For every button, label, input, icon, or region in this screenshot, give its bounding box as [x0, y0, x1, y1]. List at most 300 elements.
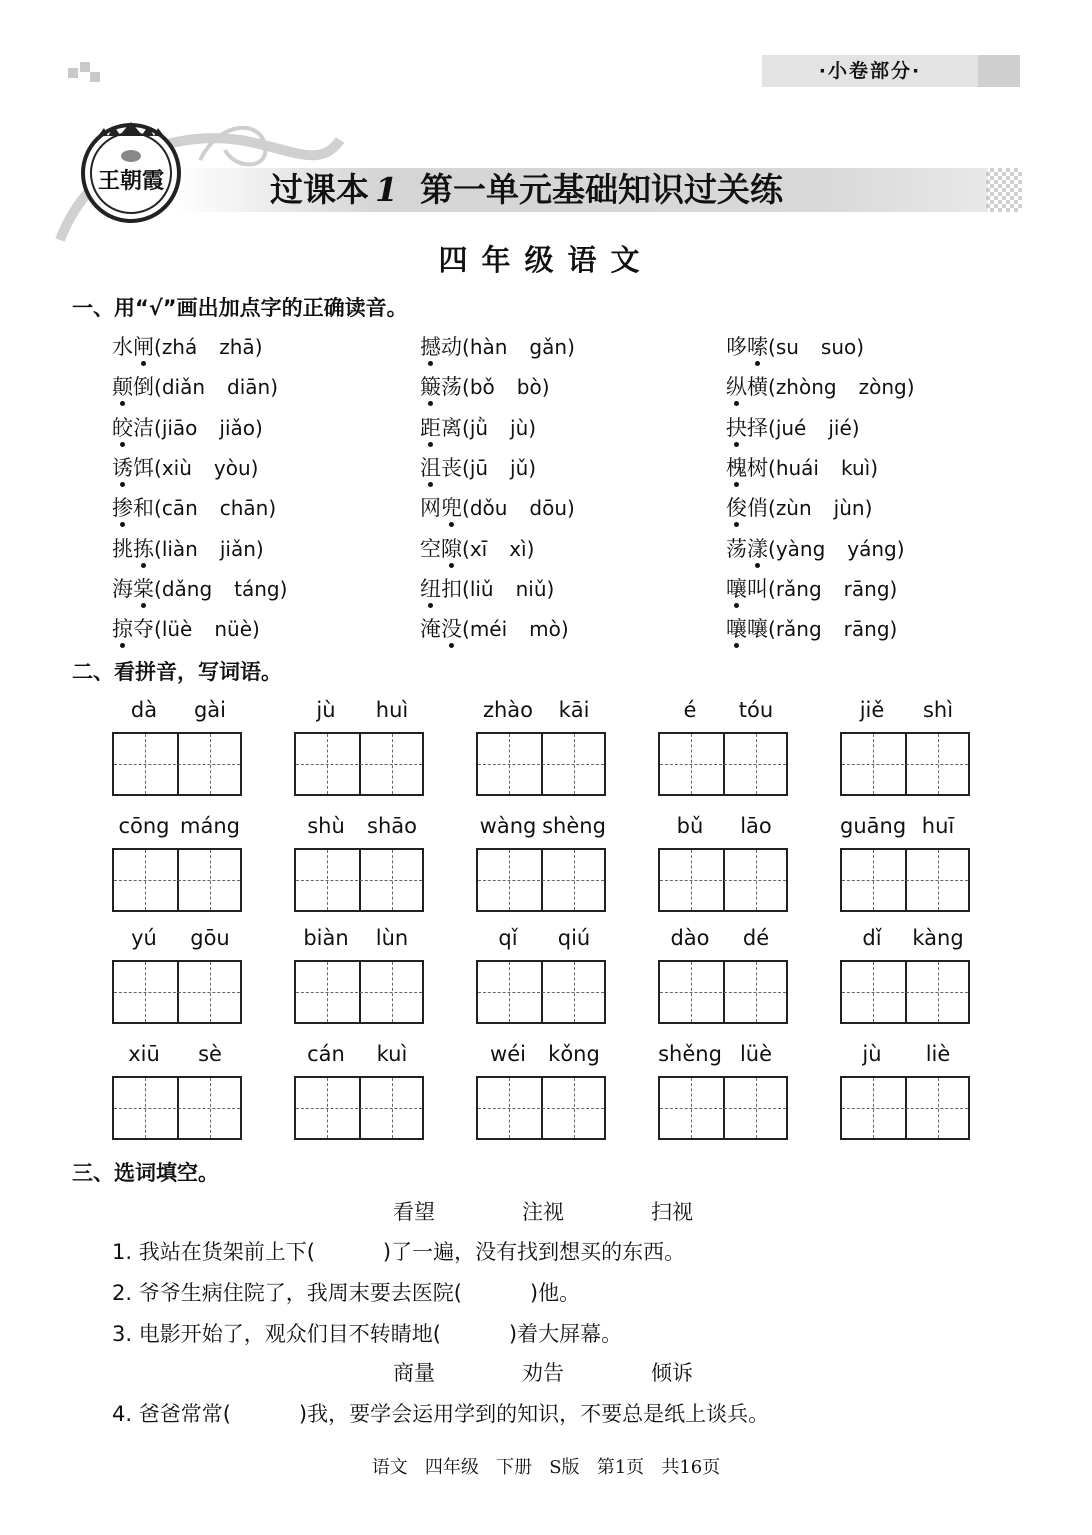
- choice-word: 商量: [393, 1361, 435, 1385]
- pinyin-syllable: shāo: [367, 814, 417, 838]
- pinyin-options: [462, 456, 536, 480]
- pronunciation-item: [420, 574, 554, 604]
- pinyin-option-b[interactable]: jù: [510, 415, 529, 440]
- pinyin-syllable: huì: [375, 698, 409, 722]
- writing-grid[interactable]: [476, 848, 606, 912]
- pronunciation-item: [726, 534, 905, 564]
- pinyin-option-a[interactable]: liàn: [161, 536, 198, 561]
- pinyin-option-b[interactable]: jiǎn: [219, 536, 256, 561]
- grid-line: [145, 850, 146, 910]
- paren: ): [560, 617, 569, 642]
- section-tag-end: [978, 55, 1020, 87]
- word-char: 荡: [726, 536, 747, 561]
- pinyin-syllable: biàn: [303, 926, 349, 950]
- pronunciation-item: [420, 493, 575, 523]
- pinyin-option-b[interactable]: bò: [516, 375, 542, 400]
- grid-line: [478, 992, 604, 993]
- word-char: 海: [112, 576, 133, 601]
- sentence-text: )着大屏幕。: [508, 1322, 623, 1346]
- word-char: 洁: [133, 415, 154, 440]
- pinyin-option-a[interactable]: méi: [469, 617, 508, 642]
- sentence-2: [112, 1277, 580, 1307]
- pinyin-syllable: lüè: [739, 1042, 773, 1066]
- pinyin-options: [154, 537, 264, 561]
- pronunciation-item: [726, 574, 897, 604]
- pinyin-syllable: gài: [193, 698, 227, 722]
- pronunciation-item: [420, 614, 569, 644]
- pinyin-option-a[interactable]: dǎng: [161, 576, 213, 601]
- emphasis-dot: [141, 361, 146, 366]
- grid-line: [509, 850, 510, 910]
- grid-line: [756, 1078, 757, 1138]
- grid-line: [691, 962, 692, 1022]
- word-char: 皎: [112, 413, 133, 443]
- sentence-text: 1. 我站在货架前上下(: [112, 1240, 315, 1264]
- paren: ): [870, 455, 878, 480]
- word-char: 俊: [726, 493, 747, 523]
- grid-line: [296, 764, 422, 765]
- pinyin-options: [154, 416, 263, 440]
- word-char: 丧: [441, 455, 462, 480]
- word-char: 距: [420, 413, 441, 443]
- grid-line: [938, 962, 939, 1022]
- paren: (: [154, 617, 162, 642]
- grid-line: [478, 880, 604, 881]
- pinyin-options: [768, 335, 864, 359]
- paren: (: [768, 335, 776, 359]
- paren: (: [154, 335, 162, 359]
- pinyin-option-b[interactable]: jǔ: [510, 455, 529, 480]
- paren: ): [255, 415, 263, 440]
- page-title: [270, 166, 783, 214]
- section3-heading: 三、选词填空。: [72, 1161, 219, 1185]
- choice-word: 扫视: [651, 1200, 693, 1224]
- word-char: 俏: [747, 496, 768, 521]
- publisher-logo: [78, 118, 184, 224]
- word-char: 掠: [112, 614, 133, 644]
- paren: (: [462, 335, 470, 359]
- pinyin-syllable: wàng: [479, 814, 537, 838]
- pinyin-options: [462, 335, 575, 359]
- pinyin-syllable: shèng: [542, 814, 606, 838]
- pinyin-option-a[interactable]: dǒu: [469, 496, 508, 521]
- paren: (: [768, 496, 776, 521]
- writing-grid[interactable]: [112, 960, 242, 1024]
- paren: (: [462, 536, 470, 561]
- writing-grid[interactable]: [476, 960, 606, 1024]
- grid-line: [114, 880, 240, 881]
- grid-line: [210, 962, 211, 1022]
- pinyin-option-b[interactable]: xì: [509, 536, 527, 561]
- grid-line: [691, 734, 692, 794]
- pinyin-syllable: shù: [307, 814, 345, 838]
- pinyin-option-a[interactable]: bǒ: [469, 375, 495, 400]
- pronunciation-item: [420, 534, 534, 564]
- pinyin-option-a[interactable]: zùn: [775, 496, 812, 521]
- page-footer: 语文 四年级 下册 S版 第1页 共16页: [371, 1457, 721, 1478]
- paren: (: [768, 375, 776, 400]
- writing-grid[interactable]: [658, 732, 788, 796]
- paren: (: [768, 617, 776, 642]
- writing-grid[interactable]: [840, 960, 970, 1024]
- writing-grid[interactable]: [112, 1076, 242, 1140]
- pinyin-options: [154, 456, 258, 480]
- grid-line: [145, 1078, 146, 1138]
- pinyin-option-b[interactable]: mò: [529, 617, 561, 642]
- word-char: 纽: [420, 574, 441, 604]
- grid-line: [114, 764, 240, 765]
- emphasis-dot: [120, 442, 125, 447]
- pinyin-option-b[interactable]: suo: [820, 335, 857, 359]
- title-prefix: 过课本: [270, 170, 369, 209]
- pinyin-options: [462, 416, 536, 440]
- pinyin-options: [154, 617, 260, 641]
- pronunciation-item: [112, 332, 263, 362]
- sentence-text: )我，要学会运用学到的知识，不要总是纸上谈兵。: [298, 1402, 770, 1426]
- pinyin-option-a[interactable]: liǔ: [469, 576, 494, 601]
- pinyin-option-b[interactable]: táng: [234, 576, 280, 601]
- writing-grid[interactable]: [840, 732, 970, 796]
- pinyin-syllable: kāi: [558, 698, 590, 722]
- grid-line: [660, 880, 786, 881]
- writing-grid[interactable]: [294, 848, 424, 912]
- pinyin-syllable: jù: [316, 698, 336, 722]
- paren: (: [154, 576, 162, 601]
- pinyin-option-b[interactable]: yòu: [213, 455, 251, 480]
- grid-line: [210, 734, 211, 794]
- word-char: 空: [420, 536, 441, 561]
- paren: ): [270, 375, 278, 400]
- pinyin-syllable: xiū: [128, 1042, 160, 1066]
- paren: ): [567, 335, 575, 359]
- section2-heading: 二、看拼音，写词语。: [72, 660, 282, 684]
- emphasis-dot: [734, 603, 739, 608]
- paren: ): [546, 576, 555, 601]
- pinyin-option-b[interactable]: jié: [828, 415, 852, 440]
- title-checker-decoration: [986, 168, 1022, 212]
- writing-grid[interactable]: [294, 960, 424, 1024]
- word-char: 夺: [133, 617, 154, 642]
- pinyin-syllable: kàng: [912, 926, 964, 950]
- pinyin-syllable: yú: [131, 926, 157, 950]
- pinyin-option-b[interactable]: jiǎo: [219, 415, 256, 440]
- emphasis-dot: [120, 643, 125, 648]
- grid-line: [938, 1078, 939, 1138]
- pinyin-option-a[interactable]: jué: [775, 415, 807, 440]
- pinyin-syllable: lāo: [740, 814, 772, 838]
- word-char: 荡: [441, 375, 462, 400]
- grid-line: [660, 992, 786, 993]
- grid-line: [873, 962, 874, 1022]
- pronunciation-item: [726, 493, 872, 523]
- word-char: 树: [747, 455, 768, 480]
- pinyin-syllable: huī: [921, 814, 955, 838]
- paren: ): [279, 576, 288, 601]
- pinyin-syllable: zhào: [482, 698, 534, 722]
- pinyin-option-a[interactable]: jū: [469, 455, 489, 480]
- emphasis-dot: [428, 361, 433, 366]
- pinyin-option-a[interactable]: zhòng: [775, 375, 837, 400]
- word-char: 掺: [112, 493, 133, 523]
- emphasis-dot: [428, 482, 433, 487]
- grid-line: [756, 850, 757, 910]
- writing-grid[interactable]: [476, 1076, 606, 1140]
- pinyin-option-a[interactable]: lüè: [161, 617, 193, 642]
- choice-word: 倾诉: [651, 1361, 693, 1385]
- paren: (: [154, 375, 162, 400]
- pinyin-syllable: bǔ: [676, 814, 704, 838]
- grid-line: [478, 1108, 604, 1109]
- pinyin-options: [768, 375, 915, 399]
- grid-line: [392, 1078, 393, 1138]
- pinyin-syllable: shì: [922, 698, 954, 722]
- pinyin-option-b[interactable]: dōu: [529, 496, 568, 521]
- emphasis-dot: [120, 522, 125, 527]
- word-char: 隙: [441, 534, 462, 564]
- pinyin-options: [462, 496, 575, 520]
- emphasis-dot: [120, 401, 125, 406]
- word-char: 倒: [133, 375, 154, 400]
- pinyin-syllable: jù: [862, 1042, 882, 1066]
- section-tag: ·小卷部分·: [818, 60, 922, 82]
- pinyin-option-b[interactable]: kuì: [840, 455, 871, 480]
- writing-grid[interactable]: [840, 848, 970, 912]
- pinyin-option-a[interactable]: xiù: [161, 455, 192, 480]
- pinyin-option-b[interactable]: nüè: [214, 617, 253, 642]
- paren: ): [889, 576, 898, 601]
- pinyin-option-a[interactable]: rǎng: [775, 617, 822, 642]
- word-char: 棠: [133, 574, 154, 604]
- grid-line: [509, 962, 510, 1022]
- word-char: 扣: [441, 576, 462, 601]
- emphasis-dot: [428, 401, 433, 406]
- pinyin-option-a[interactable]: huái: [775, 455, 819, 480]
- grid-line: [114, 992, 240, 993]
- pinyin-options: [462, 617, 569, 641]
- pinyin-option-b[interactable]: rāng: [843, 576, 890, 601]
- pinyin-option-b[interactable]: yáng: [847, 536, 897, 561]
- word-char: 动: [441, 335, 462, 359]
- sentence-text: 2. 爷爷生病住院了，我周末要去医院(: [112, 1281, 462, 1305]
- pinyin-option-a[interactable]: jiāo: [161, 415, 198, 440]
- emphasis-dot: [428, 442, 433, 447]
- pronunciation-item: [726, 453, 878, 483]
- pinyin-option-b[interactable]: gǎn: [529, 335, 568, 359]
- paren: ): [526, 536, 535, 561]
- pinyin-option-a[interactable]: zhá: [161, 335, 198, 359]
- pinyin-syllable: dà: [130, 698, 158, 722]
- word-char: 嗦: [747, 332, 768, 362]
- pinyin-option-a[interactable]: yàng: [775, 536, 826, 561]
- grid-line: [842, 880, 968, 881]
- grid-line: [574, 850, 575, 910]
- page-subtitle: 四年级语文: [438, 243, 654, 277]
- grid-line: [210, 850, 211, 910]
- word-char: 和: [133, 496, 154, 521]
- writing-grid[interactable]: [294, 732, 424, 796]
- grid-line: [574, 734, 575, 794]
- pinyin-option-a[interactable]: xī: [469, 536, 488, 561]
- grid-line: [327, 850, 328, 910]
- pinyin-option-b[interactable]: jùn: [833, 496, 865, 521]
- choice-word: 看望: [393, 1200, 435, 1224]
- grid-line: [210, 1078, 211, 1138]
- pinyin-syllable: cán: [307, 1042, 345, 1066]
- word-char: 横: [747, 375, 768, 400]
- paren: (: [462, 617, 470, 642]
- emphasis-dot: [428, 603, 433, 608]
- grid-line: [145, 962, 146, 1022]
- emphasis-dot: [755, 563, 760, 568]
- grid-line: [509, 734, 510, 794]
- pinyin-option-a[interactable]: jǜ: [469, 415, 489, 440]
- writing-grid[interactable]: [658, 848, 788, 912]
- grid-line: [938, 734, 939, 794]
- pinyin-option-b[interactable]: rāng: [843, 617, 890, 642]
- writing-grid[interactable]: [294, 1076, 424, 1140]
- pronunciation-item: [112, 493, 276, 523]
- pronunciation-item: [420, 372, 550, 402]
- paren: ): [896, 536, 905, 561]
- pinyin-syllable: shěng: [658, 1042, 722, 1066]
- paren: (: [154, 455, 162, 480]
- emphasis-dot: [120, 482, 125, 487]
- title-rest: 第一单元基础知识过关练: [419, 170, 783, 209]
- grid-line: [574, 1078, 575, 1138]
- pinyin-option-a[interactable]: su: [775, 335, 799, 359]
- sentence-3: [112, 1318, 622, 1348]
- pinyin-options: [154, 375, 278, 399]
- pronunciation-item: [112, 453, 258, 483]
- pronunciation-item: [726, 332, 864, 362]
- grid-line: [296, 880, 422, 881]
- pinyin-syllable: tóu: [738, 698, 774, 722]
- pronunciation-item: [726, 614, 897, 644]
- emphasis-dot: [449, 522, 454, 527]
- paren: ): [255, 536, 264, 561]
- grid-line: [873, 1078, 874, 1138]
- grid-line: [691, 1078, 692, 1138]
- word-char: 离: [441, 415, 462, 440]
- pinyin-options: [154, 496, 276, 520]
- word-char: 抉: [726, 413, 747, 443]
- emphasis-dot: [734, 482, 739, 487]
- pinyin-syllable: kǒng: [548, 1042, 600, 1066]
- word-char: 淹: [420, 617, 441, 642]
- pinyin-options: [154, 335, 263, 359]
- paren: ): [567, 496, 575, 521]
- word-char: 饵: [133, 455, 154, 480]
- pronunciation-item: [112, 413, 263, 443]
- word-char: 兜: [441, 493, 462, 523]
- paren: ): [268, 496, 277, 521]
- pinyin-option-a[interactable]: diǎn: [161, 375, 205, 400]
- emphasis-dot: [755, 361, 760, 366]
- paren: (: [462, 415, 470, 440]
- grid-line: [327, 962, 328, 1022]
- word-char: 槐: [726, 453, 747, 483]
- paren: (: [462, 375, 470, 400]
- grid-line: [756, 734, 757, 794]
- writing-grid[interactable]: [658, 960, 788, 1024]
- word-char: 嚷: [726, 574, 747, 604]
- word-char: 没: [441, 614, 462, 644]
- word-char: 颠: [112, 372, 133, 402]
- word-char: 网: [420, 496, 441, 521]
- paren: ): [541, 375, 550, 400]
- grid-line: [873, 850, 874, 910]
- paren: (: [768, 536, 776, 561]
- grid-line: [327, 1078, 328, 1138]
- pinyin-options: [462, 537, 534, 561]
- pronunciation-item: [112, 574, 287, 604]
- pinyin-option-b[interactable]: diān: [227, 375, 271, 400]
- word-char: 叫: [747, 576, 768, 601]
- emphasis-dot: [734, 643, 739, 648]
- grid-line: [392, 962, 393, 1022]
- word-char: 嚷: [726, 614, 747, 644]
- pinyin-options: [768, 496, 872, 520]
- pronunciation-item: [420, 453, 536, 483]
- pinyin-options: [768, 537, 905, 561]
- choice-word: 劝告: [522, 1361, 564, 1385]
- logo-text: 王朝霞: [97, 168, 165, 194]
- paren: (: [768, 415, 776, 440]
- sentence-4: [112, 1398, 769, 1428]
- pinyin-option-a[interactable]: cān: [161, 496, 198, 521]
- pronunciation-item: [726, 372, 915, 402]
- pinyin-syllable: dào: [670, 926, 710, 950]
- word-char: 挑: [112, 536, 133, 561]
- pinyin-option-a[interactable]: hàn: [469, 335, 508, 359]
- emphasis-dot: [734, 442, 739, 447]
- grid-line: [842, 1108, 968, 1109]
- grid-line: [938, 850, 939, 910]
- pinyin-syllable: qǐ: [498, 926, 518, 950]
- emphasis-dot: [449, 643, 454, 648]
- paren: (: [462, 496, 470, 521]
- writing-grid[interactable]: [658, 1076, 788, 1140]
- writing-grid[interactable]: [112, 732, 242, 796]
- pinyin-syllable: qiú: [557, 926, 591, 950]
- pronunciation-item: [726, 413, 860, 443]
- writing-grid[interactable]: [840, 1076, 970, 1140]
- paren: (: [768, 455, 776, 480]
- pinyin-options: [462, 577, 554, 601]
- paren: (: [154, 415, 162, 440]
- pinyin-option-a[interactable]: rǎng: [775, 576, 822, 601]
- paren: (: [462, 576, 470, 601]
- writing-grid[interactable]: [112, 848, 242, 912]
- pinyin-option-b[interactable]: niǔ: [515, 576, 547, 601]
- emphasis-dot: [141, 603, 146, 608]
- pinyin-option-b[interactable]: zhā: [219, 335, 255, 359]
- sentence-text: 3. 电影开始了，观众们目不转睛地(: [112, 1322, 441, 1346]
- pinyin-syllable: kuì: [376, 1042, 408, 1066]
- pinyin-syllable: liè: [925, 1042, 951, 1066]
- word-char: 嚷: [747, 617, 768, 642]
- grid-line: [691, 850, 692, 910]
- writing-grid[interactable]: [476, 732, 606, 796]
- pinyin-option-b[interactable]: chān: [219, 496, 269, 521]
- paren: (: [154, 536, 162, 561]
- pinyin-option-b[interactable]: zòng: [858, 375, 907, 400]
- paren: (: [462, 455, 470, 480]
- word-char: 水: [112, 335, 133, 359]
- pinyin-syllable: lùn: [375, 926, 409, 950]
- title-number: 1: [375, 170, 398, 209]
- paren: ): [528, 415, 537, 440]
